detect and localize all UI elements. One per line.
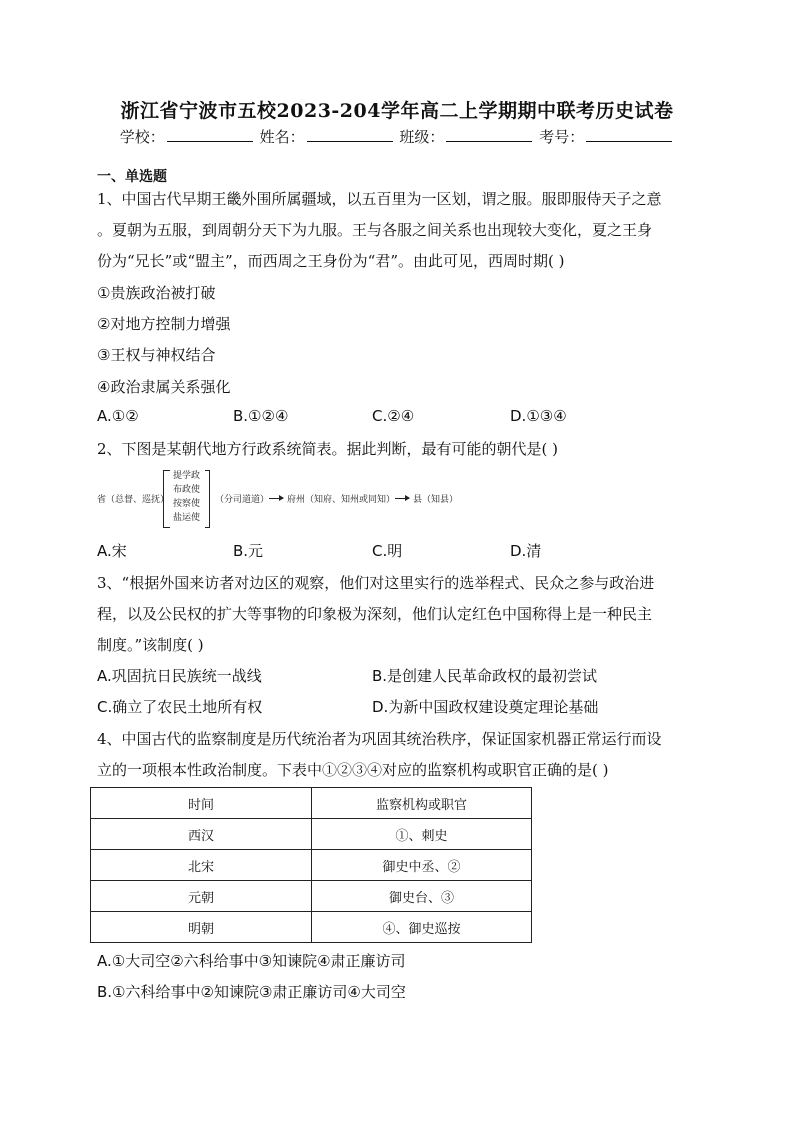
q3-line-1: 3、“根据外国来访者对边区的观察，他们对这里实行的选举程式、民众之参与政治进	[97, 574, 655, 592]
diagram-mid: （分司道道）	[215, 495, 270, 505]
diagram-branch-2: 布政使	[173, 485, 201, 495]
table-cell: 明朝	[91, 912, 312, 943]
exam-title: 浙江省宁波市五校2023-204学年高二上学期期中联考历史试卷	[120, 100, 674, 122]
q3-option-b[interactable]: B.是创建人民革命政权的最初尝试	[372, 667, 598, 685]
school-label: 学校：	[119, 128, 165, 146]
diagram-fu: 府州（知府、知州或同知）	[287, 495, 396, 505]
q3-line-2: 程，以及公民权的扩大等事物的印象极为深刻，他们认定红色中国称得上是一种民主	[97, 605, 653, 623]
q1-item-3: ③王权与神权结合	[97, 346, 216, 364]
table-row	[91, 819, 532, 850]
q2-option-d[interactable]: D.清	[510, 542, 542, 560]
q2-option-b[interactable]: B.元	[233, 542, 264, 560]
q3-option-d[interactable]: D.为新中国政权建设奠定理论基础	[372, 698, 599, 716]
q2-stem: 2、下图是某朝代地方行政系统简表。据此判断，最有可能的朝代是( )	[97, 440, 559, 458]
student-info-line	[0, 126, 794, 147]
exam-no-blank[interactable]	[586, 127, 672, 142]
diagram-xian: 县（知县）	[413, 495, 459, 505]
q1-line-1: 1、中国古代早期王畿外围所属疆域，以五百里为一区划，谓之服。服即服侍天子之意	[97, 190, 662, 208]
table-cell: 御史台、③	[312, 881, 532, 912]
supervision-table	[90, 787, 532, 943]
table-row	[91, 881, 532, 912]
table-header-row	[91, 788, 532, 819]
diagram-brace	[163, 470, 170, 528]
diagram-branch-1: 提学政	[173, 471, 201, 481]
admin-system-diagram	[97, 468, 547, 528]
q2-option-c[interactable]: C.明	[372, 542, 403, 560]
q1-item-2: ②对地方控制力增强	[97, 315, 231, 333]
q1-item-4: ④政治隶属关系强化	[97, 378, 231, 396]
q3-option-c[interactable]: C.确立了农民土地所有权	[97, 698, 263, 716]
diagram-arrow-1	[269, 498, 283, 499]
q1-option-a[interactable]: A.①②	[97, 407, 139, 425]
diagram-arrow-2	[395, 498, 409, 499]
table-cell: ④、御史巡按	[312, 912, 532, 943]
exam-no-label: 考号：	[539, 128, 585, 146]
q1-option-c[interactable]: C.②④	[372, 407, 415, 425]
q4-option-b[interactable]: B.①六科给事中②知谏院③肃正廉访司④大司空	[97, 983, 406, 1001]
table-row	[91, 850, 532, 881]
q1-option-b[interactable]: B.①②④	[233, 407, 289, 425]
name-blank[interactable]	[307, 127, 393, 142]
q1-line-2: 。夏朝为五服，到周朝分天下为九服。王与各服之间关系也出现较大变化，夏之王身	[97, 221, 653, 239]
diagram-branch-4: 盐运使	[173, 513, 201, 523]
q3-option-a[interactable]: A.巩固抗日民族统一战线	[97, 667, 262, 685]
q4-line-1: 4、中国古代的监察制度是历代统治者为巩固其统治秩序，保证国家机器正常运行而设	[97, 730, 662, 748]
diagram-branch-3: 按察使	[173, 499, 201, 509]
table-cell: 御史中丞、②	[312, 850, 532, 881]
diagram-province: 省（总督、巡抚）	[97, 495, 170, 505]
diagram-brace-right	[205, 470, 210, 528]
table-cell: 元朝	[91, 881, 312, 912]
table-cell: 北宋	[91, 850, 312, 881]
q4-option-a[interactable]: A.①大司空②六科给事中③知谏院④肃正廉访司	[97, 952, 406, 970]
q1-option-d[interactable]: D.①③④	[510, 407, 567, 425]
q1-item-1: ①贵族政治被打破	[97, 284, 216, 302]
name-label: 姓名：	[259, 128, 305, 146]
q2-option-a[interactable]: A.宋	[97, 542, 127, 560]
table-cell: 西汉	[91, 819, 312, 850]
school-blank[interactable]	[167, 127, 253, 142]
table-header-time: 时间	[91, 788, 312, 819]
q1-line-3: 份为“兄长”或“盟主”，而西周之王身份为“君”。由此可见，西周时期( )	[97, 252, 565, 270]
table-row	[91, 912, 532, 943]
class-label: 班级：	[399, 128, 445, 146]
q3-line-3: 制度。”该制度( )	[97, 636, 204, 654]
table-cell: ①、刺史	[312, 819, 532, 850]
section-heading: 一、单选题	[97, 169, 167, 185]
table-header-office: 监察机构或职官	[312, 788, 532, 819]
class-blank[interactable]	[446, 127, 532, 142]
q4-line-2: 立的一项根本性政治制度。下表中①②③④对应的监察机构或职官正确的是( )	[97, 761, 609, 779]
